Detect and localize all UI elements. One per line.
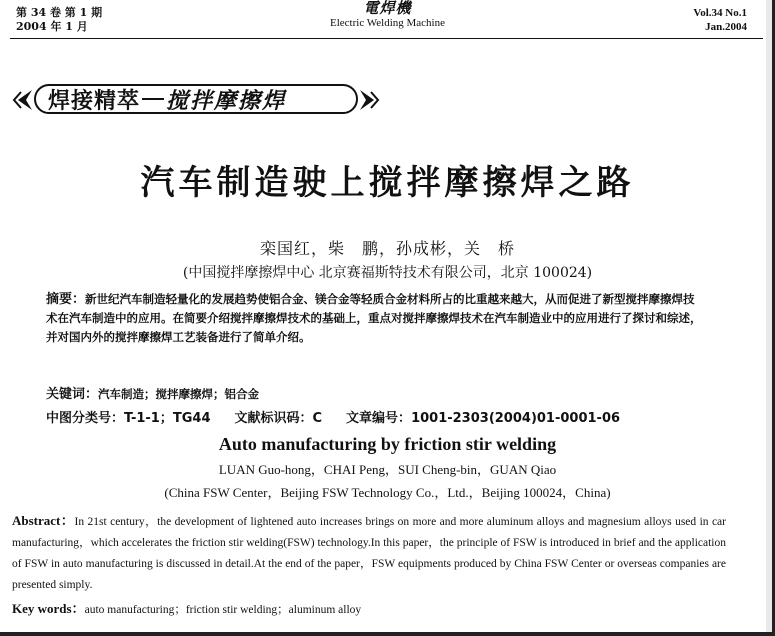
header-volume-en: Vol.34 No.1 xyxy=(693,7,747,19)
keywords-en-label: Key words： xyxy=(12,601,85,616)
banner-dash xyxy=(142,98,164,100)
abstract-en-label: Abstract： xyxy=(12,513,75,528)
header-volume-cn: 第 34 卷 第 1 期 xyxy=(16,6,103,19)
affiliation-en: (China FSW Center，Beijing FSW Technology Co.，Ltd.，Beijing 100024，China) xyxy=(164,485,611,500)
clc-value: T-1-1；TG44 xyxy=(124,411,211,426)
authors-en: LUAN Guo-hong，CHAI Peng，SUI Cheng-bin，GUAN Qiao xyxy=(218,462,557,477)
abstract-cn-label: 摘要： xyxy=(46,292,86,307)
header-date-en: Jan.2004 xyxy=(705,21,747,33)
article-no-label: 文章编号： xyxy=(346,411,412,426)
article-title-cn: 汽车制造驶上搅拌摩擦焊之路 xyxy=(140,163,635,203)
keywords-cn-label: 关键词： xyxy=(46,387,99,402)
banner-label-secondary: 搅拌摩擦焊 xyxy=(166,87,287,114)
keywords-cn-text: 汽车制造；搅拌摩擦焊；铝合金 xyxy=(98,387,260,401)
doc-code-label: 文献标识码： xyxy=(234,411,313,426)
article-title-en: Auto manufacturing by friction stir welding xyxy=(218,434,557,454)
abstract-en xyxy=(12,510,726,596)
header-rule xyxy=(10,38,763,39)
keywords-en-text: auto manufacturing；friction stir welding；aluminum alloy xyxy=(84,604,362,616)
section-banner xyxy=(12,82,390,118)
article-no-value: 1001-2303(2004)01-0001-06 xyxy=(411,411,621,426)
doc-code-value: C xyxy=(312,411,323,426)
abstract-en-text: In 21st century，the development of lightened auto increases brings on more and more aluminum alloys and magnesium alloys used in car manufacturing，which accelerates the friction stir welding(FSW) technology.In this paper，the principle of FSW is introduced in brief and the application of FSW in auto manufacturing is discussed in detail.At the end of the paper，FSW equipments produced by China FSW Center or overseas companies are presented simply. xyxy=(12,516,726,591)
clc-label: 中图分类号： xyxy=(46,411,125,426)
banner-ornament-left-icon xyxy=(12,88,34,112)
keywords-cn xyxy=(46,383,259,402)
abstract-cn-text: 新世纪汽车制造轻量化的发展趋势使铝合金、镁合金等轻质合金材料所占的比重越来越大，从而促进了新型搅拌摩擦焊技术在汽车制造中的应用。在简要介绍搅拌摩擦焊技术的基础上，重点对搅拌摩擦焊技术在汽车制造业中的应用进行了探讨和综述，并对国内外的搅拌摩擦焊工艺装备进行了简单介绍。 xyxy=(46,292,702,344)
journal-name-en: Electric Welding Machine xyxy=(330,17,445,29)
keywords-en xyxy=(12,598,361,617)
banner-label-primary: 焊接精萃 xyxy=(48,88,141,114)
banner-box xyxy=(34,84,358,114)
abstract-cn xyxy=(46,290,702,347)
banner-ornament-right-icon xyxy=(358,88,380,112)
header-right xyxy=(693,6,747,34)
authors-cn: 栾国红，柴 鹏，孙成彬，关 桥 xyxy=(259,239,515,258)
journal-logo-cn: 電焊機 xyxy=(363,0,412,17)
scan-edge-bottom xyxy=(0,632,775,636)
classification-line xyxy=(46,407,620,426)
affiliation-cn: (中国搅拌摩擦焊中心 北京赛福斯特技术有限公司，北京 100024) xyxy=(182,265,593,281)
header-date-cn: 2004 年 1 月 xyxy=(16,20,88,33)
header-center xyxy=(0,0,775,30)
